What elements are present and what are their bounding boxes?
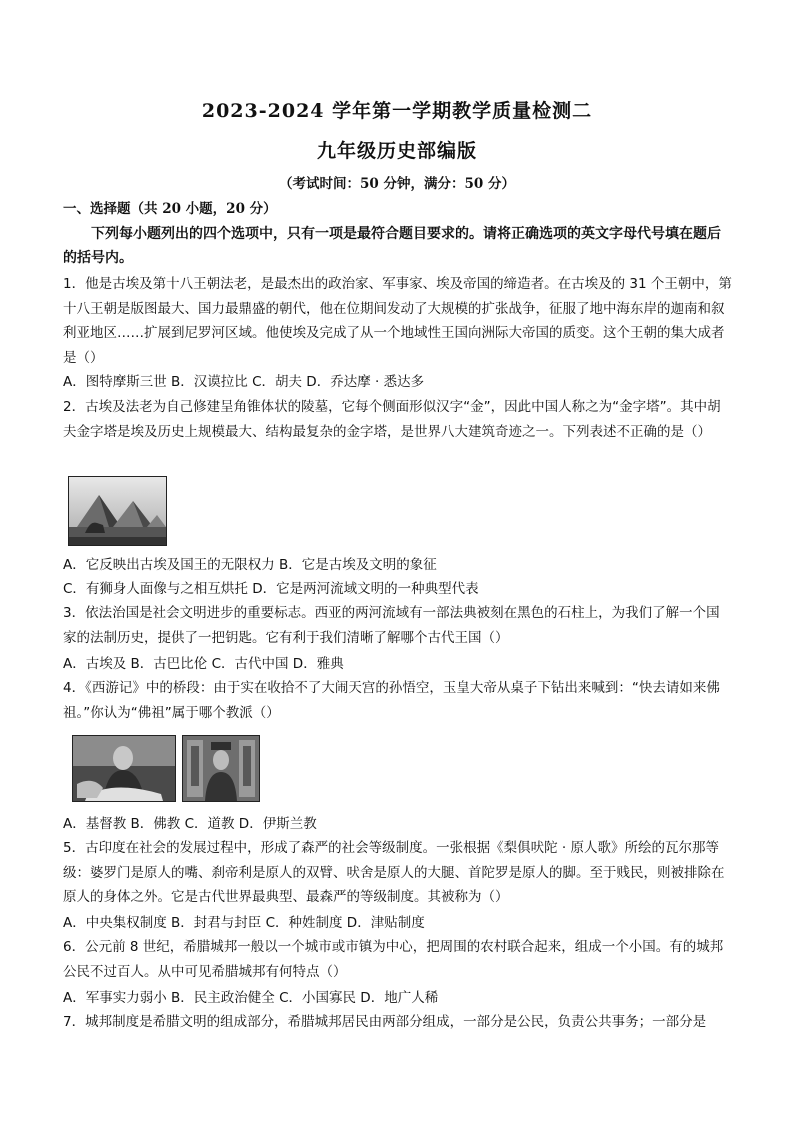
question-2-text: 2．古埃及法老为自己修建呈角锥体状的陵墓，它每个侧面形似汉字“金”，因此中国人称之为“金字塔”。其中胡夫金字塔是埃及历史上规模最大、结构最复杂的金字塔，是世界八大建筑奇迹之一。下列表述不正确的是（） bbox=[63, 399, 721, 440]
question-3-text: 3．依法治国是社会文明进步的重要标志。西亚的两河流域有一部法典被刻在黑色的石柱上，为我们了解一个国家的法制历史，提供了一把钥匙。它有利于我们清晰了解哪个古代王国（） bbox=[63, 605, 720, 646]
question-1-options: A．图特摩斯三世 B．汉谟拉比 C．胡夫 D．乔达摩 · 悉达多 bbox=[63, 374, 425, 390]
question-3-options: A．古埃及 B．古巴比伦 C．古代中国 D．雅典 bbox=[63, 656, 344, 672]
question-2-option-line-1: A．它反映出古埃及国王的无限权力 B．它是古埃及文明的象征 bbox=[63, 557, 437, 573]
question-1-text: 1．他是古埃及第十八王朝法老，是最杰出的政治家、军事家、埃及帝国的缔造者。在古埃及的 31 个王朝中，第十八王朝是版图最大、国力最鼎盛的朝代，他在位期间发动了大规模的扩张战争，征服了地中海东岸的迦南和叙利亚地区……扩展到尼罗河区域。他使埃及完成了从一个地域性王国向洲际大帝国的质变。这个王朝的集大成者是（） bbox=[63, 276, 732, 366]
exam-subtitle: 九年级历史部编版 bbox=[316, 140, 477, 162]
pyramids-photo bbox=[68, 476, 167, 546]
exam-info: （考试时间：50 分钟，满分：50 分） bbox=[279, 176, 515, 192]
buddha-photo bbox=[72, 735, 176, 802]
question-6-text: 6．公元前 8 世纪，希腊城邦一般以一个城市或市镇为中心，把周围的农村联合起来，组成一个小国。有的城邦公民不过百人。从中可见希腊城邦有何特点（） bbox=[63, 939, 724, 980]
question-2-option-line-2: C．有狮身人面像与之相互烘托 D．它是两河流域文明的一种典型代表 bbox=[63, 581, 479, 597]
jade-emperor-photo bbox=[182, 735, 260, 802]
exam-title: 2023-2024 学年第一学期教学质量检测二 bbox=[201, 100, 593, 122]
section-instructions: 下列每小题列出的四个选项中，只有一项是最符合题目要求的。请将正确选项的英文字母代号填在题后的括号内。 bbox=[63, 226, 721, 266]
question-7-text: 7．城邦制度是希腊文明的组成部分，希腊城邦居民由两部分组成，一部分是公民，负责公共事务；一部分是 bbox=[63, 1014, 707, 1030]
question-4-options: A．基督教 B．佛教 C．道教 D．伊斯兰教 bbox=[63, 816, 317, 832]
question-4-text: 4．《西游记》中的桥段：由于实在收拾不了大闹天宫的孙悟空，玉皇大帝从桌子下钻出来喊到：“快去请如来佛祖。”你认为“佛祖”属于哪个教派（） bbox=[63, 680, 720, 721]
question-6-options: A．军事实力弱小 B．民主政治健全 C．小国寡民 D．地广人稀 bbox=[63, 990, 439, 1006]
question-5-text: 5．古印度在社会的发展过程中，形成了森严的社会等级制度。一张根据《梨俱吠陀 · 原人歌》所绘的瓦尔那等级：婆罗门是原人的嘴、刹帝利是原人的双臂、吠舍是原人的大腿、首陀罗是原人的脚。至于贱民，则被排除在原人的身体之外。它是古代世界最典型、最森严的等级制度。其被称为（） bbox=[63, 840, 725, 905]
question-5-options: A．中央集权制度 B．封君与封臣 C．种姓制度 D．津贴制度 bbox=[63, 915, 425, 931]
section-title: 一、选择题（共 20 小题，20 分） bbox=[63, 201, 277, 217]
